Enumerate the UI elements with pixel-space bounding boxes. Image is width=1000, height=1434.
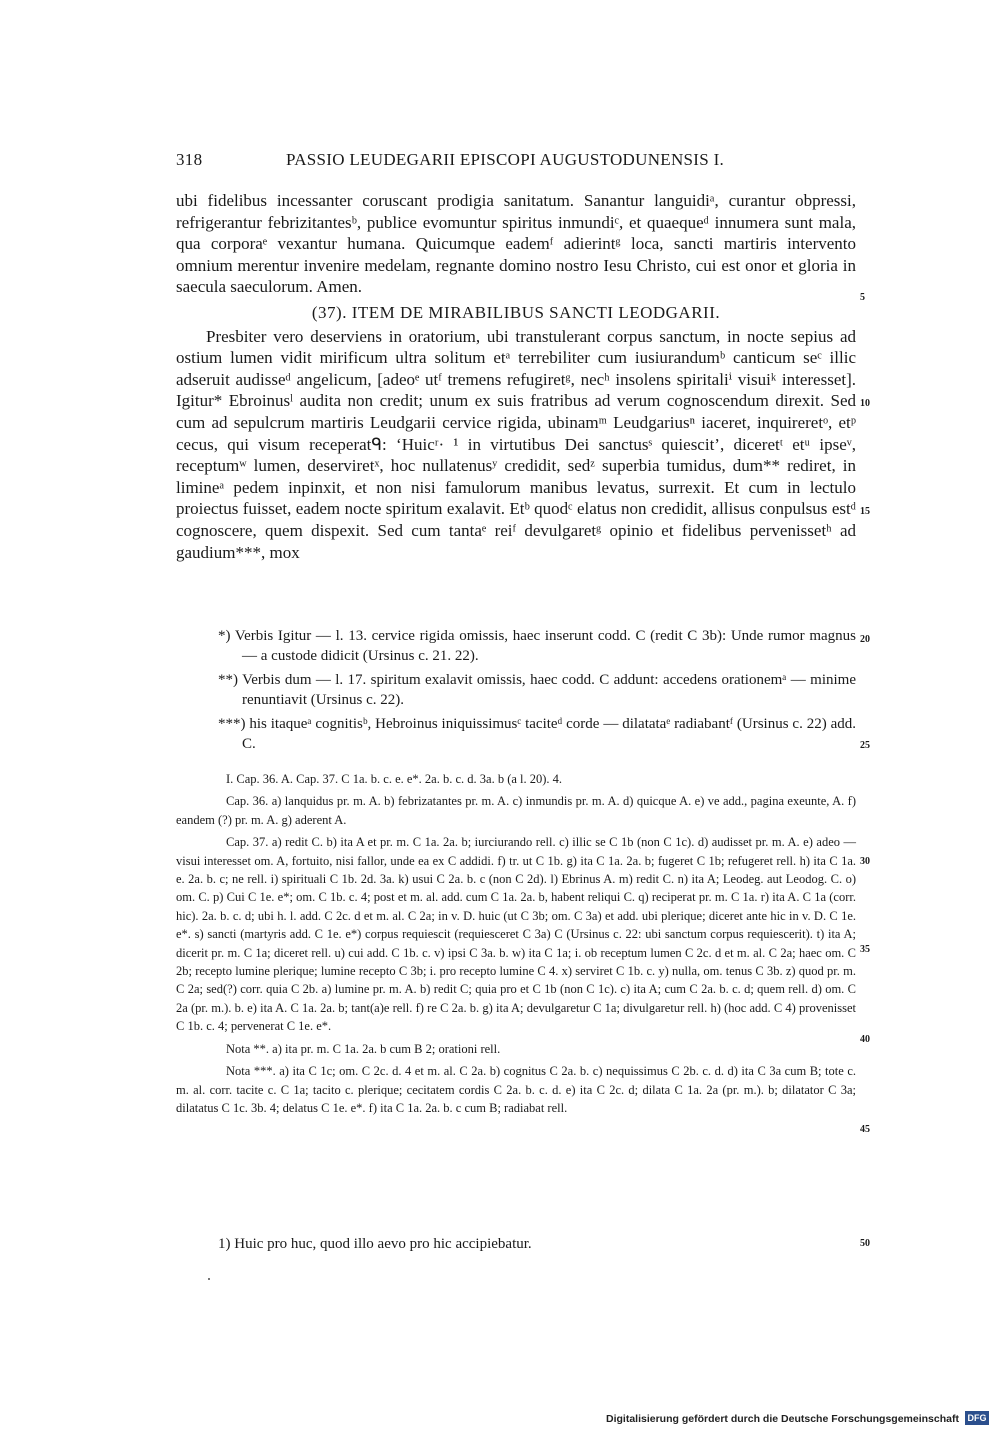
apparatus-entry: Cap. 36. a) lanquidus pr. m. A. b) febrizatantes pr. m. A. c) inmundis pr. m. A. d) quicque A. e) ve add., pagina exeunte, A. f) eandem (?) pr. m. A. g) aderent A. xyxy=(176,794,856,827)
footnote: **) Verbis dum — l. 17. spiritum exalavit omissis, haec codd. C addunt: accedens orationemᵃ — minime renuntiavit (Ursinus c. 22). xyxy=(218,672,856,708)
line-number: 45 xyxy=(860,1124,870,1135)
footnote: *) Verbis Igitur — l. 13. cervice rigida omissis, haec inserunt codd. C (redit C 3b): Unde rumor magnus — a custode didicit (Ursinus c. 21. 22). xyxy=(218,628,856,664)
footer-note: 1) Huic pro huc, quod illo aevo pro hic accipiebatur. xyxy=(218,1236,532,1252)
line-number: 30 xyxy=(860,856,870,867)
apparatus-entry: Nota ***. a) ita C 1c; om. C 2c. d. 4 et m. al. C 2a. b) cognitus C 2a. b. c) nequissimus C 2b. c. d. d) ita C 3a cum B; tote c. m. al. corr. tacite c. C 1a; tacito c. plerique; cecitatem cordis C 2a. b. c. d. e) ita C 2c. d; dilata C 1a. 2a (pr. m.). b; dilatator C 3a; dilatatus C 1c. 3b. 4; delatus C 1e. e*. f) ita C 1a. 2a. b. c cum B; radiabat rell. xyxy=(176,1064,856,1115)
section-heading: (37). ITEM DE MIRABILIBUS SANCTI LEODGARII. xyxy=(311,302,721,322)
scan-speck xyxy=(208,1278,210,1280)
apparatus-entry: Nota **. a) ita pr. m. C 1a. 2a. b cum B 2; orationi rell. xyxy=(226,1041,501,1056)
line-number: 5 xyxy=(860,292,865,303)
line-number: 10 xyxy=(860,398,870,409)
footnote: ***) his itaqueᵃ cognitisᵇ, Hebroinus iniquissimusᶜ taciteᵈ corde — dilatataᵉ radiabantᶠ (Ursinus c. 22) add. C. xyxy=(218,716,856,752)
apparatus-entry: I. Cap. 36. A. Cap. 37. C 1a. b. c. e. e*. 2a. b. c. d. 3a. b (a l. 20). 4. xyxy=(226,772,563,786)
digitization-credit: Digitalisierung gefördert durch die Deutsche Forschungsgemeinschaft xyxy=(606,1413,959,1425)
dfg-logo: DFG xyxy=(965,1411,989,1425)
running-title: PASSIO LEUDEGARII EPISCOPI AUGUSTODUNENSIS I. xyxy=(286,150,725,169)
critical-apparatus xyxy=(176,770,856,1121)
line-number: 35 xyxy=(860,944,870,955)
main-text xyxy=(176,190,856,563)
line-number: 50 xyxy=(860,1238,870,1249)
paragraph-1: ubi fidelibus incessanter coruscant prodigia sanitatum. Sanantur languidiᵃ, curantur obpressi, refrigerantur febrizitantesᵇ, publice evomuntur spiritus inmundiᶜ, et quaequeᵈ innumera sunt mala, qua corporaᵉ vexantur humana. Quicumque eademᶠ adierintᵍ loca, sancti martiris intervento omnium merentur invenire medelam, regnante domino nostro Iesu Christo, cui est onor et gloria in saecula saeculorum. Amen. xyxy=(176,191,856,297)
footnotes xyxy=(176,626,856,758)
paragraph-2: Presbiter vero deserviens in oratorium, ubi transtulerant corpus sanctum, in nocte sepius ad ostium lumen vidit mirificum ultra solitum etᵃ terrebiliter cum iusiurandumᵇ canticum seᶜ illic adseruit audisseᵈ angelicum, [adeoᵉ utᶠ tremens refugiretᵍ, necʰ insolens spiritaliⁱ visuiᵏ interesset]. Igitur* Ebroinusˡ audita non credit; unum ex suis fratribus ad verum cognoscendum direxit. Sed cum ad sepulcrum martiris Leudgarii cervice rigida, ubinamᵐ Leudgariusⁿ iaceret, inquireretᵒ, etᵖ cecus, qui visum receperatᑫ: ‘Huicʳ· ¹ in virtutibus Dei sanctusˢ quiescit’, diceretᵗ etᵘ ipseᵛ, receptumʷ lumen, deserviretˣ, hoc nullatenusʸ credidit, sedᶻ superbia tumidus, dum** rediret, in limineᵃ pedem inpinxit, et non nisi famulorum manibus levatus, surrexit. Et cum in lectulo proiectus fuisset, eadem nocte spiritum exalavit. Etᵇ quodᶜ elatus non credidit, allisus conpulsus estᵈ cognoscere, quem dispexit. Sed cum tantaᵉ reiᶠ devulgaretᵍ opinio et fidelibus pervenissetʰ ad gaudium***, mox xyxy=(176,326,856,562)
line-number: 40 xyxy=(860,1034,870,1045)
line-number: 25 xyxy=(860,740,870,751)
line-number: 15 xyxy=(860,506,870,517)
line-number: 20 xyxy=(860,634,870,645)
page-number: 318 xyxy=(176,150,203,169)
apparatus-entry: Cap. 37. a) redit C. b) ita A et pr. m. C 1a. 2a. b; iurciurando rell. c) illic se C 1b (non C 1c). d) audisset pr. m. A. e) adeo — visui interesset om. A, fortuito, nisi fallor, unde ea ex C addidi. f) tr. ut C 1b. g) ita C 1a. 2a. b; fugeret C 1b; refugeret rell. h) ita C 1a. e. 2a. b. c; ne rell. i) spirituali C 1b. 2d. 3a. k) usui C 2a. b. c (non C 2d). l) Ebrinus A. m) redit C. n) ita A; Leodeg. aut Leodog. C. o) om. C. p) Cui C 1e. e*; om. C 1b. c. 4; post et m. al. add. cum C 1a. 2a. b, habent reliqui C. q) reciperat pr. m. C 1a. r) ita A. C 1a (corr. hic). 2a. b. c. d; ubi h. l. add. C 2c. d et m. al. C 2a; in v. D. huic (ut C 3b; om. C 3a) et add. ubi plerique; diceret ante hic in v. D. C 1e. e*. s) sancti (martyris add. C 1e. e*) corpus requiescit (requiesceret C 3a) C (Ursinus c. 22: ubi sanctum corpus requiescerit). t) ita A; dicerit pr. m. C 1a; diceret rell. u) cui add. C 1b. c. v) ipsi C 3a. b. w) ita C 1a; i. ob receptum lumen C 2c. d et m. al. C 2a; haec om. C 2b; recepto lumine plerique; lumine recepto C 3b; i. pro recepto lumine C 4. x) serviret C 1b. c. y) nulla, om. tenus C 3b. z) quod pr. m. C 2a; sed(?) corr. quia C 2b. a) lumine pr. m. A. b) redit C; quia pro et C 1b (non C 1c). c) ita A; cum C 2a. b. c. d; quem rell. d) om. C 2a (pr. m.). b. e) ita A. C 1a. 2a. b; tant(a)e rell. f) re C 2a. b. g) ita A; devulgaretur C 1a; divulgaretur rell. h) (hoc add. C 4) provenisset C 1b. c. 4; pervenerat C 1e. e*. xyxy=(176,835,856,1034)
